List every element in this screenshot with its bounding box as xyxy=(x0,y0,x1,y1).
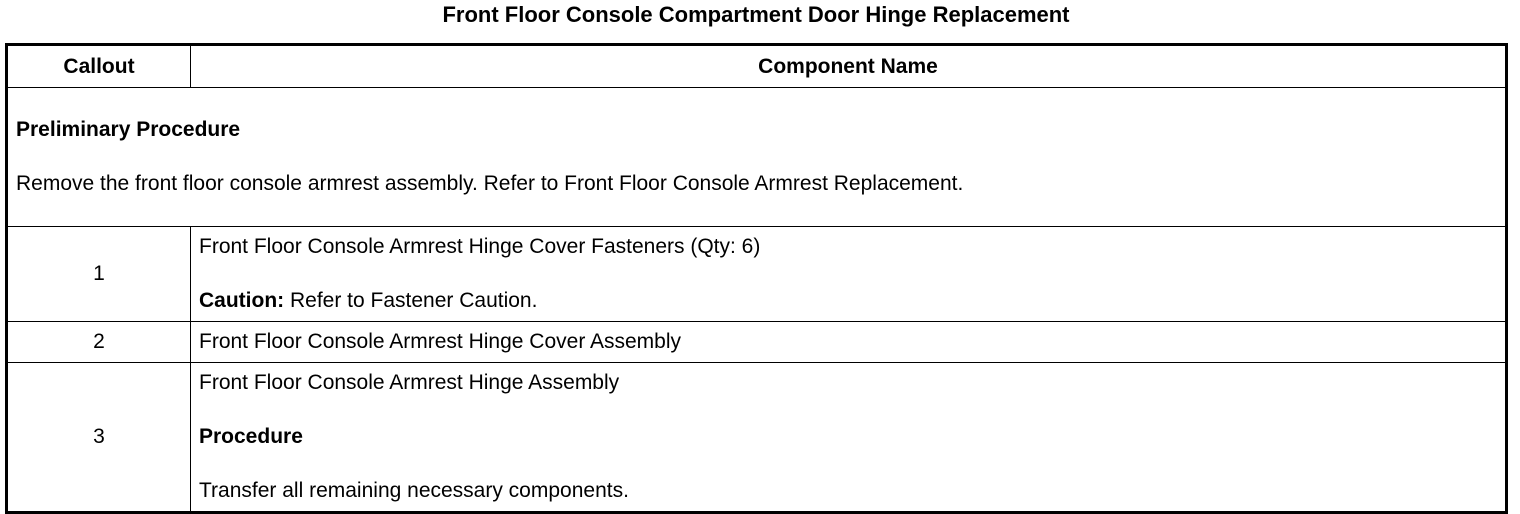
callout-column-header: Callout xyxy=(7,45,191,88)
caution-label: Caution: xyxy=(199,289,285,312)
component-name-column-header: Component Name xyxy=(191,45,1507,88)
caution-note xyxy=(199,287,1497,315)
table-row xyxy=(7,322,1507,363)
procedure-table xyxy=(5,43,1508,514)
table-row xyxy=(7,227,1507,322)
page-title: Front Floor Console Compartment Door Hinge Replacement xyxy=(442,2,1070,27)
preliminary-procedure-text: Remove the front floor console armrest assembly. Refer to Front Floor Console Armrest Replacement. xyxy=(16,172,964,195)
table-row xyxy=(7,363,1507,513)
table-header-row xyxy=(7,45,1507,88)
callout-cell: 1 xyxy=(7,227,191,322)
component-name-cell xyxy=(191,322,1507,363)
component-name: Front Floor Console Armrest Hinge Cover Fasteners (Qty: 6) xyxy=(199,235,761,258)
preliminary-procedure-row xyxy=(7,88,1507,227)
procedure-text: Transfer all remaining necessary components. xyxy=(199,479,629,502)
callout-cell: 3 xyxy=(7,363,191,513)
procedure-heading: Procedure xyxy=(199,425,303,448)
preliminary-procedure-cell xyxy=(7,88,1507,227)
caution-text: Refer to Fastener Caution. xyxy=(284,289,538,312)
preliminary-procedure-heading: Preliminary Procedure xyxy=(16,118,241,141)
callout-cell: 2 xyxy=(7,322,191,363)
component-name: Front Floor Console Armrest Hinge Assembly xyxy=(199,371,620,394)
component-name-cell xyxy=(191,363,1507,513)
component-name-cell xyxy=(191,227,1507,322)
component-name: Front Floor Console Armrest Hinge Cover Assembly xyxy=(199,330,682,353)
